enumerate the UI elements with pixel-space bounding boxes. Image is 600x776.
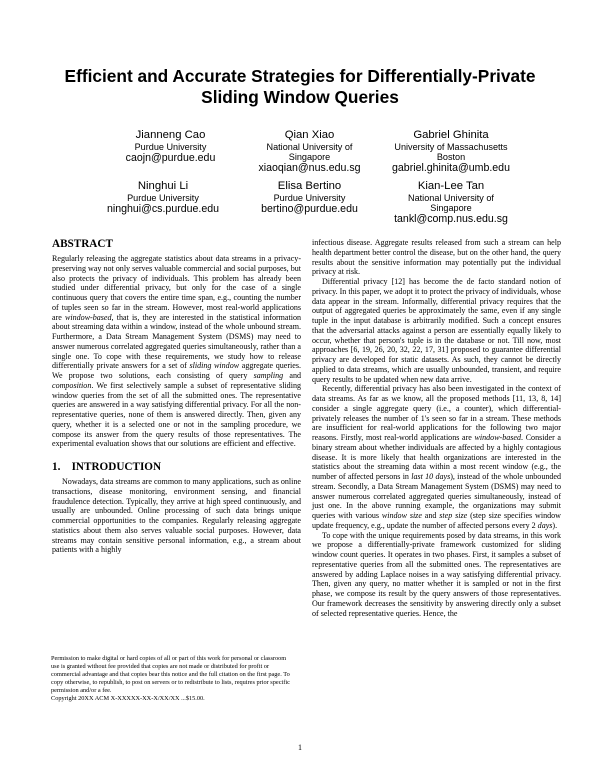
author-name: Kian-Lee Tan	[417, 180, 485, 192]
author-affiliation: Purdue University	[134, 142, 207, 152]
author-email: ninghui@cs.purdue.edu	[106, 203, 220, 215]
author-block	[371, 180, 531, 225]
author-block	[237, 180, 382, 215]
author-name: Jianneng Cao	[135, 129, 206, 141]
page-number: 1	[298, 743, 302, 752]
author-name: Qian Xiao	[284, 129, 335, 141]
paragraph: To cope with the unique requirements posed by data streams, in this work we propose a differentially-private framework customized for sliding window count queries. It operates in two phases. First, it samples a subset of representative queries from all the submitted ones. The representatives are answered by adding Laplace noises in a way satisfying differential privacy. Then, given any query, no matter whether it is sampled or not in the first phase, we compose its result by the query answers of those representatives. Our framework decreases the sensitivity by answering directly only a subset of selected representative queries. Hence, the	[312, 530, 561, 618]
abstract-text: Regularly releasing the aggregate statistics about data streams in a privacy-preserving way not only serves valuable commercial and social purposes, but also protects the privacy of individuals. This problem has already been studied under differential privacy, but only for the case of a single continuous query that covers the entire time span, e.g., counting the number of tuples seen so far in the stream. However, most real-world applications are window-based, that is, they are interested in the statistical information about streaming data within a window, instead of the whole unbound stream. Furthermore, a Data Stream Management System (DSMS) may need to answer numerous correlated aggregated queries simultaneously, rather than a single one. To cope with these requirements, we study how to release differentially private answers for a set of sliding window aggregate queries. We propose two solutions, each consisting of query sampling and composition. We first selectively sample a subset of representative sliding window queries from the set of all the submitted ones. The representative queries are answered in a way satisfying differential privacy. For all the non-representative queries, none of them is answered directly. Then, given any query, whether it is a selected one or not in the sampling procedure, we compose its answer from the query results of those representatives. The experimental evaluation shows that our solutions are efficient and effective.	[52, 254, 302, 449]
author-name: Gabriel Ghinita	[413, 129, 489, 141]
permission-notice	[51, 655, 296, 704]
paragraph: Recently, differential privacy has also been investigated in the context of data streams. As far as we know, all the proposed methods [11, 13, 8, 14] consider a single aggregate query (i.e., a counter), which differential-privately releases the number of 1's seen so far in a stream. These methods are insufficient for real-world applications for the following two major reasons. Firstly, most real-world applications are window-based. Consider a binary stream about whether individuals are affected by a highly contagious disease. It is more likely that health organizations are interested in the statistics about the streaming data within a most recent window (e.g., the number of affected persons in last 10 days), instead of the whole unbounded stream. Secondly, a Data Stream Management System (DSMS) may need to answer numerous correlated aggregated queries simultaneously, instead of just one. In the above running example, the organizations may submit queries with various window size and step size (step size specifies window update frequency, e.g., update the number of affected persons every 2 days).	[312, 384, 561, 530]
copyright-line: Copyright 20XX ACM X-XXXXX-XX-X/XX/XX ...$15.00.	[51, 695, 205, 703]
author-email: caojn@purdue.edu	[125, 152, 216, 164]
abstract-heading: ABSTRACT	[52, 238, 113, 250]
paragraph: Differential privacy [12] has become the de facto standard notion of privacy. In this paper, we adopt it to protect the privacy of individuals, whose data appear in the stream. Informally, differential privacy requires that the output of aggregated queries be approximately the same, even if any single tuple in the input database is arbitrarily modified. Such a concept ensures that the adversarial attacks against a person are essentially equally likely to occur, whether that person's tuple is in the database or not. Till now, most approaches [6, 19, 26, 20, 32, 22, 17, 31] proposed to guarantee differential privacy are developed for static datasets. As such, they cannot be directly applied to data streams, which are usually unbounded, transient, and require query results to be updated when new data arrive.	[312, 277, 561, 384]
permission-text: Permission to make digital or hard copies of all or part of this work for personal or classroom use is granted without fee provided that copies are not made or distributed for profit or commercial advantage and that copies bear this notice and the full citation on the first page. To copy otherwise, to republish, to post on servers or to redistribute to lists, requires prior specific permission and/or a fee.	[51, 655, 290, 695]
author-affiliation-line2: Singapore	[288, 152, 331, 162]
author-affiliation-line2: Singapore	[430, 203, 472, 213]
author-block	[83, 180, 243, 215]
author-block	[371, 129, 531, 174]
author-name: Elisa Bertino	[277, 180, 342, 192]
author-email: bertino@purdue.edu	[261, 203, 358, 215]
title-line-1: Efficient and Accurate Strategies for Differentially-Private	[64, 66, 536, 86]
author-email: tankl@comp.nus.edu.sg	[394, 213, 508, 225]
author-affiliation: National University of	[408, 193, 494, 203]
author-name: Ninghui Li	[137, 180, 189, 192]
author-block	[237, 129, 382, 174]
introduction-paragraph: Nowadays, data streams are common to many applications, such as online transactions, disease monitoring, environment sensing, and financial fraudulence detection. Typically, they arrive at high speed continuously, and usually are unbounded. Online processing of such data brings unique commercial opportunities to the companies. Regularly releasing aggregate statistics about them also serves valuable social purposes. However, data streams may contain sensitive personal information, e.g., a stream about patients with a highly	[52, 477, 301, 555]
author-block	[98, 129, 243, 164]
author-affiliation: University of Massachusetts	[394, 142, 508, 152]
author-email: gabriel.ghinita@umb.edu	[392, 162, 510, 174]
author-affiliation: National University of	[266, 142, 353, 152]
paragraph: infectious disease. Aggregate results released from such a stream can help health department better control the disease, but on the other hand, the query results about the sensitive information may potentially put the individual privacy at risk.	[312, 238, 561, 277]
author-affiliation: Purdue University	[273, 193, 346, 203]
right-column	[312, 238, 561, 618]
author-affiliation: Purdue University	[127, 193, 199, 203]
author-affiliation-line2: Boston	[436, 152, 466, 162]
left-column	[52, 238, 301, 555]
author-email: xiaoqian@nus.edu.sg	[258, 162, 361, 174]
title-line-2: Sliding Window Queries	[201, 87, 399, 107]
introduction-heading: 1. INTRODUCTION	[52, 461, 162, 473]
paper-title	[40, 66, 560, 108]
